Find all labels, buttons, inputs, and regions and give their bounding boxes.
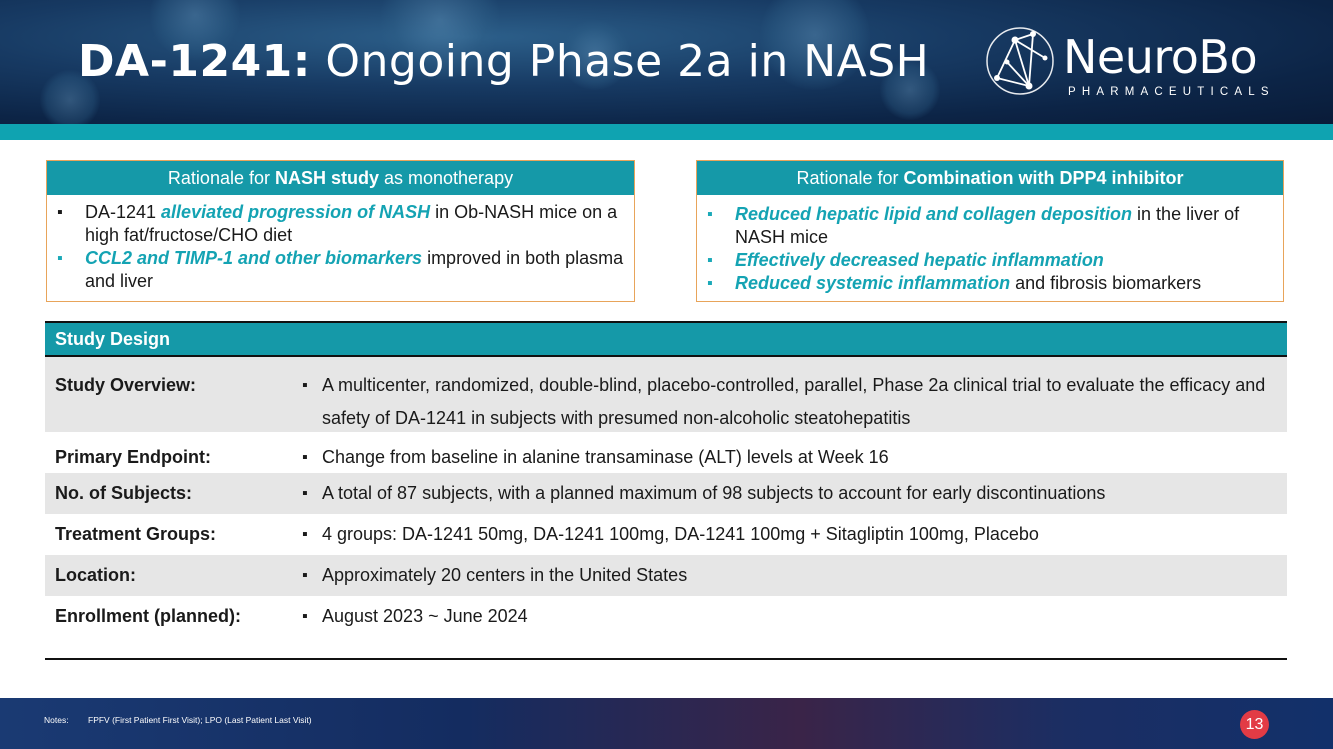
rationale-combination-heading [697, 161, 1283, 195]
logo-subtitle: PHARMACEUTICALS [1068, 86, 1275, 98]
slide-footer [0, 698, 1333, 749]
rationale-monotherapy-box [46, 160, 635, 302]
table-row [45, 555, 1287, 596]
network-logo-icon [985, 26, 1055, 96]
heading-text: Rationale for [167, 168, 275, 188]
bullet-text: in the liver of NASH mice [735, 204, 1240, 247]
row-value: ▪ Change from baseline in alanine transaminase (ALT) levels at Week 16 [302, 432, 1287, 473]
row-label: Treatment Groups: [55, 524, 217, 544]
study-design-table [45, 321, 1287, 637]
notes-label: Notes: [44, 715, 69, 725]
table-row [45, 432, 1287, 473]
footer-notes [44, 715, 312, 725]
table-row [45, 357, 1287, 432]
study-design-heading: Study Design [45, 323, 1287, 355]
rationale-combination-box [696, 160, 1284, 302]
table-row [45, 596, 1287, 637]
slide-header [0, 0, 1333, 124]
bullet-text: in Ob-NASH mice on a high fat/fructose/CHO diet [85, 202, 618, 245]
list-item [707, 272, 1273, 295]
bullet-highlight: alleviated progression of NASH [161, 202, 431, 222]
rationale-monotherapy-heading [47, 161, 634, 195]
heading-text: as monotherapy [379, 168, 514, 188]
rationale-monotherapy-list [47, 195, 634, 293]
logo-wordmark: NeuroBo [1063, 30, 1258, 84]
row-label: Primary Endpoint: [55, 447, 212, 467]
heading-bold-text: Combination with DPP4 inhibitor [903, 168, 1184, 188]
notes-text: FPFV (First Patient First Visit); LPO (Last Patient Last Visit) [88, 715, 312, 725]
bullet-highlight: CCL2 and TIMP-1 and other biomarkers [85, 248, 423, 268]
row-label: No. of Subjects: [55, 483, 193, 503]
row-label: Enrollment (planned): [55, 606, 241, 626]
title-rest: Ongoing Phase 2a in NASH [310, 36, 930, 87]
bullet-text: improved in both plasma and liver [85, 248, 624, 291]
list-item [707, 249, 1273, 272]
page-number-badge: 13 [1240, 710, 1269, 739]
heading-text: Rationale for [796, 168, 904, 188]
row-value: ▪ Approximately 20 centers in the United States [302, 555, 1287, 596]
bullet-highlight: Reduced hepatic lipid and collagen deposition [735, 204, 1133, 224]
page-title [78, 36, 929, 87]
row-value: ▪ A multicenter, randomized, double-blind, placebo-controlled, parallel, Phase 2a clinical trial to evaluate the efficacy and safety of DA-1241 in subjects with presumed non-alcoholic steatohepatitis [302, 369, 1287, 432]
bullet-text: DA-1241 [85, 202, 162, 222]
title-bold: DA-1241: [78, 36, 311, 87]
table-bottom-rule [45, 658, 1287, 660]
row-value: ▪ August 2023 ~ June 2024 [302, 596, 1287, 637]
bullet-text: and fibrosis biomarkers [1010, 273, 1202, 293]
row-label: Study Overview: [55, 375, 197, 395]
company-logo [985, 22, 1275, 102]
row-value: ▪ 4 groups: DA-1241 50mg, DA-1241 100mg, DA-1241 100mg + Sitagliptin 100mg, Placebo [302, 514, 1287, 555]
list-item [57, 201, 624, 247]
list-item [57, 247, 624, 293]
bullet-highlight: Effectively decreased hepatic inflammation [735, 250, 1104, 270]
row-label: Location: [55, 565, 136, 585]
table-row [45, 514, 1287, 555]
header-accent-bar [0, 124, 1333, 140]
bullet-highlight: Reduced systemic inflammation [735, 273, 1011, 293]
list-item [707, 203, 1273, 249]
heading-bold-text: NASH study [274, 168, 379, 188]
rationale-combination-list [697, 195, 1283, 295]
row-value: ▪ A total of 87 subjects, with a planned maximum of 98 subjects to account for early discontinuations [302, 473, 1287, 514]
table-row [45, 473, 1287, 514]
